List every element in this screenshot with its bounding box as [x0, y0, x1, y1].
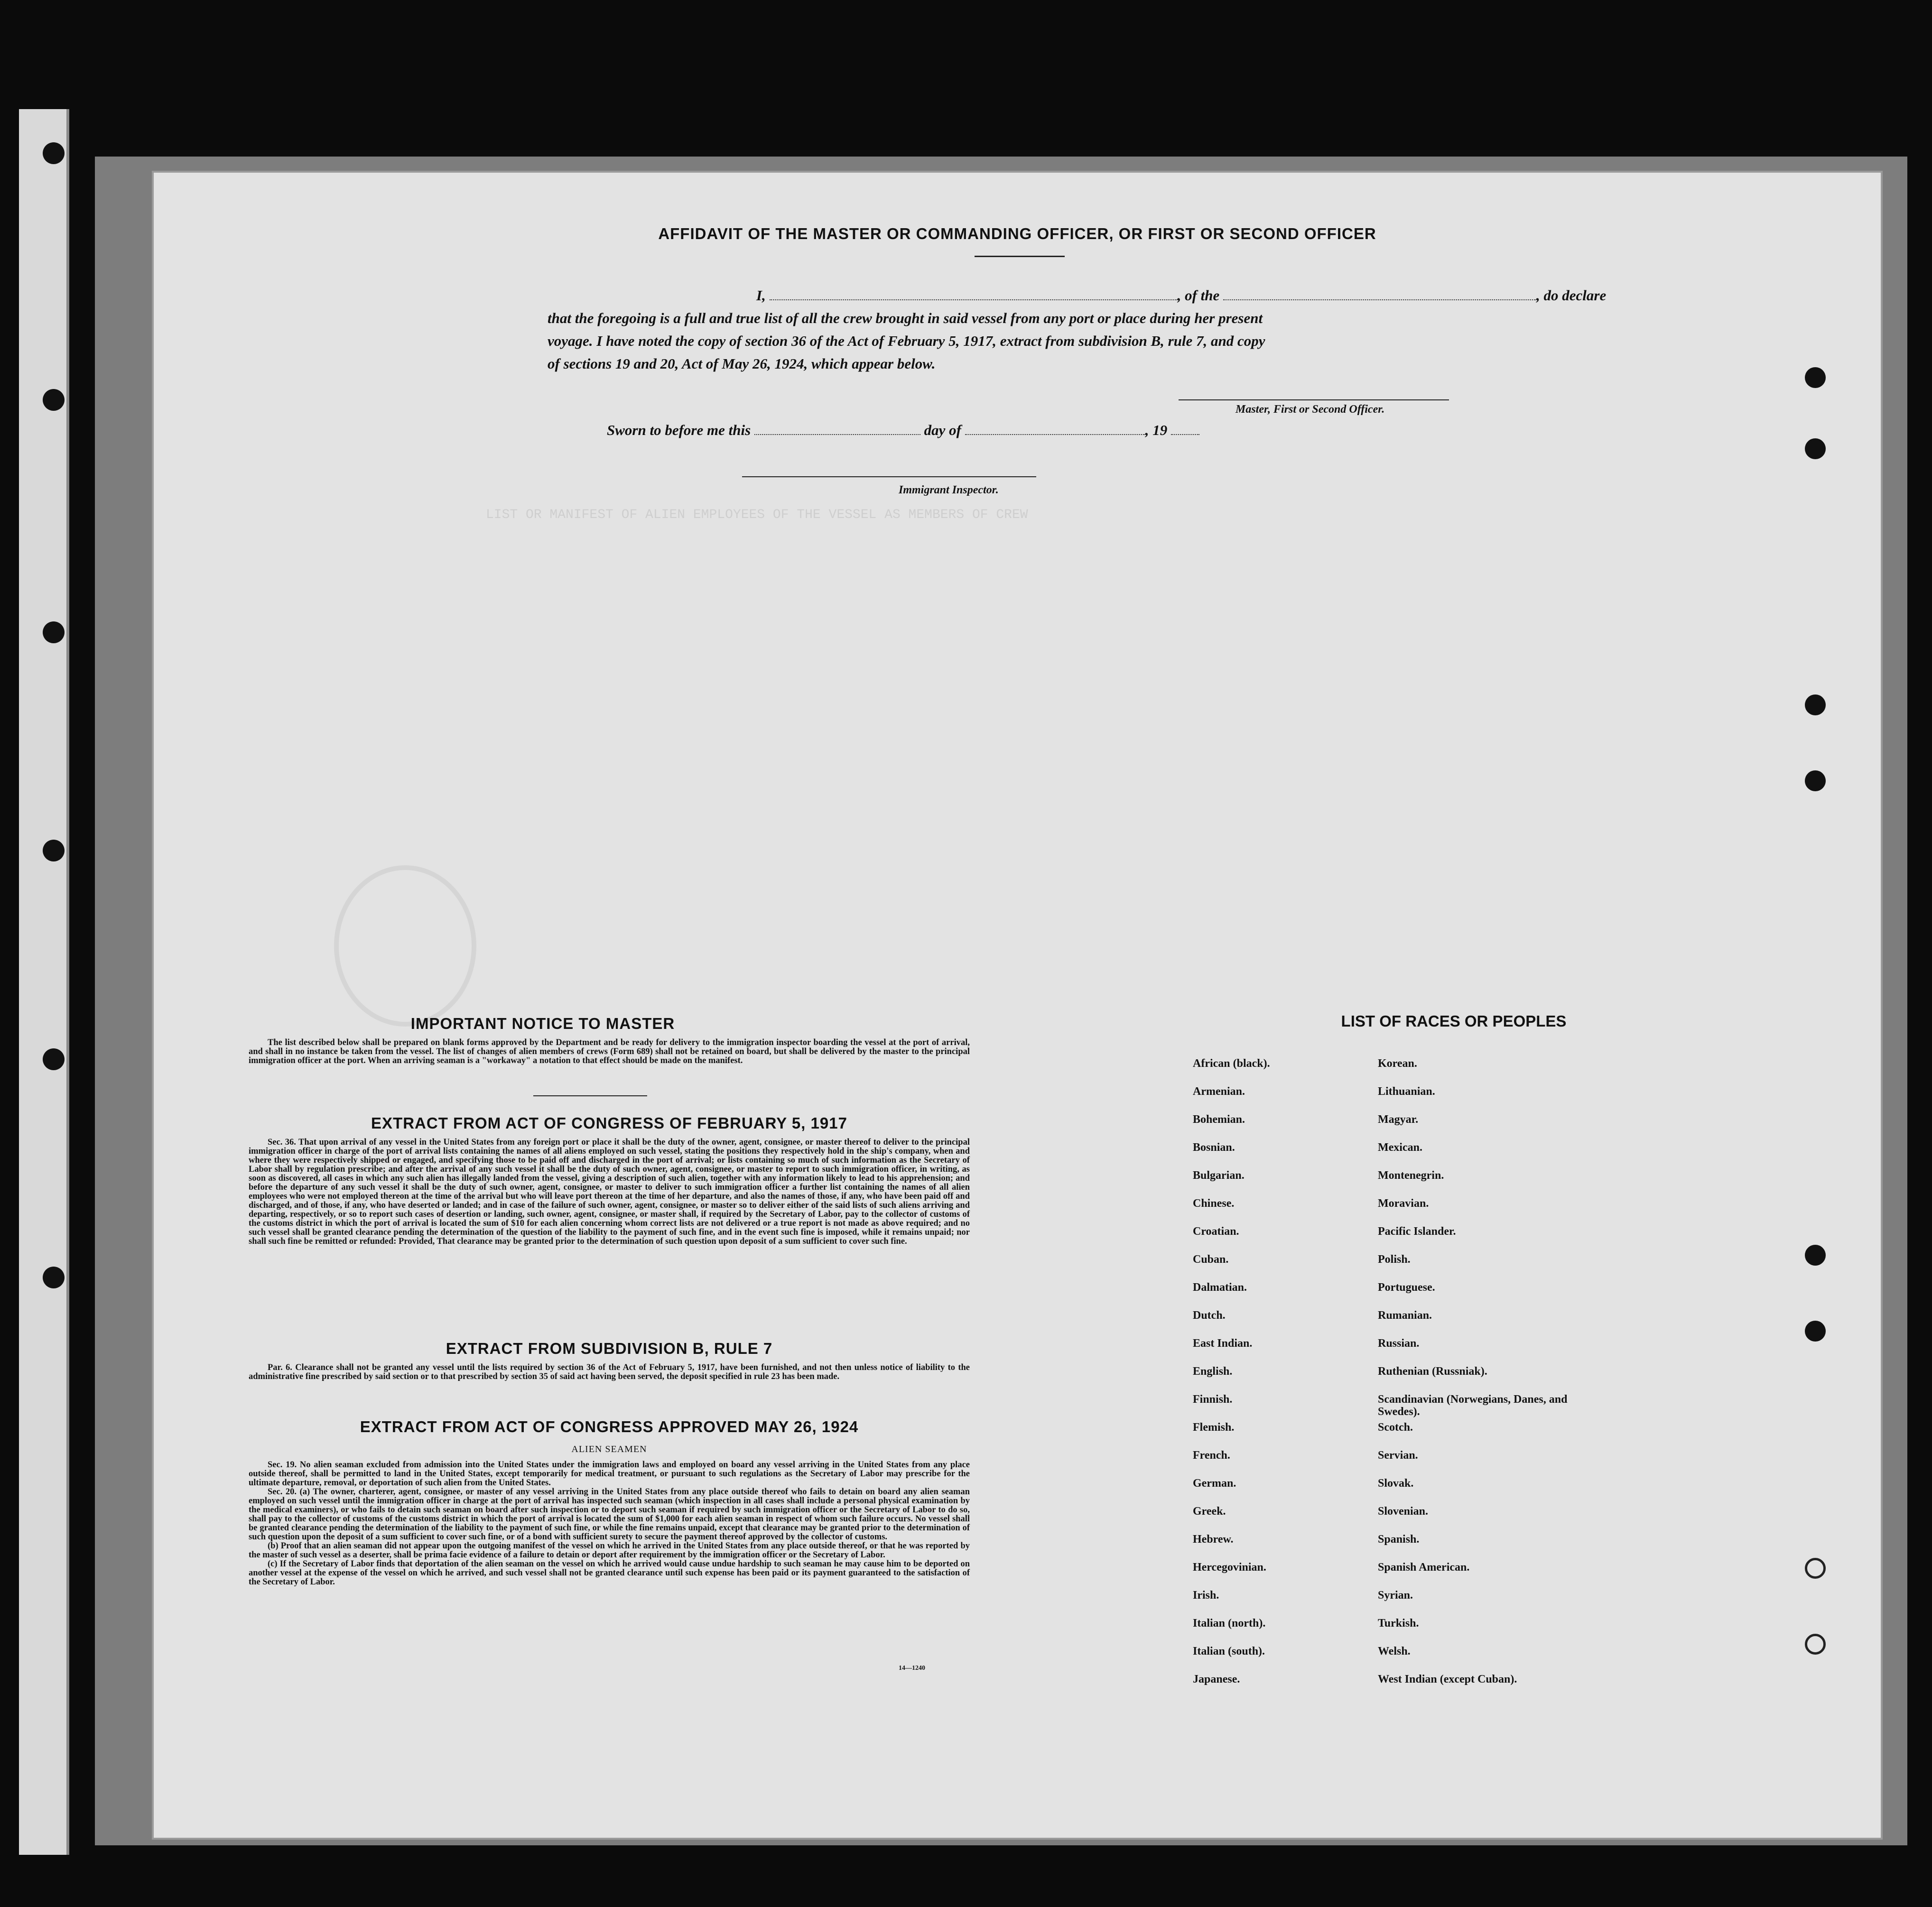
race-item: Italian (south). [1193, 1645, 1265, 1657]
sworn-prefix: Sworn to before me this [607, 422, 751, 438]
notice-rule [533, 1095, 647, 1096]
punch-hole [1805, 694, 1826, 715]
sworn-month-field[interactable] [965, 425, 1145, 435]
binder-hole [43, 1048, 65, 1070]
signature-caption: Master, First or Second Officer. [1235, 403, 1385, 416]
binder-hole [43, 1267, 65, 1288]
race-item: Hebrew. [1193, 1533, 1234, 1546]
race-item: Bosnian. [1193, 1141, 1235, 1154]
affidavit-declare: , do declare [1536, 287, 1607, 304]
race-item: Welsh. [1378, 1645, 1411, 1657]
extract-1924-title: EXTRACT FROM ACT OF CONGRESS APPROVED MAY 26, 1924 [360, 1418, 859, 1435]
rule7-text [249, 1363, 970, 1381]
inspector-caption: Immigrant Inspector. [899, 484, 999, 496]
race-item: Montenegrin. [1378, 1169, 1444, 1182]
inspector-signature-line[interactable] [742, 476, 1036, 477]
master-name-field[interactable] [770, 290, 1178, 300]
race-item: Flemish. [1193, 1421, 1235, 1434]
alien-seamen-subtitle: ALIEN SEAMEN [571, 1444, 647, 1454]
form-code: 14—1240 [899, 1665, 925, 1672]
affidavit-line-2: that the foregoing is a full and true list of all the crew brought in said vessel from any port or place during her present [548, 310, 1263, 326]
rule7-title: EXTRACT FROM SUBDIVISION B, RULE 7 [446, 1340, 773, 1357]
race-item: Bulgarian. [1193, 1169, 1245, 1182]
affidavit-line-3: voyage. I have noted the copy of section 36 of the Act of February 5, 1917, extract from subdivision B, rule 7, and copy [548, 333, 1265, 349]
affidavit-line-1 [548, 284, 1639, 307]
race-item: African (black). [1193, 1057, 1270, 1070]
race-item: Pacific Islander. [1378, 1225, 1456, 1238]
affidavit-title: AFFIDAVIT OF THE MASTER OR COMMANDING OFFICER, OR FIRST OR SECOND OFFICER [658, 225, 1376, 242]
race-item: West Indian (except Cuban). [1378, 1673, 1517, 1685]
race-item: Croatian. [1193, 1225, 1239, 1238]
extract-1917-text [249, 1138, 970, 1246]
race-item: Irish. [1193, 1589, 1219, 1602]
race-item: Italian (north). [1193, 1617, 1266, 1629]
race-item: Finnish. [1193, 1393, 1233, 1406]
race-item: Cuban. [1193, 1253, 1229, 1266]
race-item: Scandinavian (Norwegians, Danes, and Swedes). [1378, 1393, 1568, 1418]
binder-strip [19, 109, 69, 1855]
race-item: Dalmatian. [1193, 1281, 1247, 1294]
punch-hole [1805, 1558, 1826, 1579]
race-item: Servian. [1378, 1449, 1418, 1462]
binder-hole [43, 840, 65, 861]
affidavit-body [548, 284, 1639, 375]
sec-36-paragraph: Sec. 36. That upon arrival of any vessel in the United States from any foreign port or place it shall be the duty of the owner, agent, consignee, or master thereof to deliver to the principal immigration officer in charge of the port of arrival lists containing the names of all aliens employed on such vessel, stating the positions they respectively hold in the ship's company, when and where they were respectively shipped or engaged, and specifying those to be paid off and discharged in the port of arrival; or lists containing so much of such information as the Secretary of Labor shall by regulation prescribe; and after the arrival of any such vessel it shall be the duty of such owner, agent, consignee, or master to report to such immigration officer, in writing, as soon as discovered, all cases in which any such alien has illegally landed from the vessel, giving a description of such alien, together with any information likely to lead to his apprehension; and before the departure of any such vessel it shall be the duty of such owner, agent, consignee, or master to deliver to such immigration officer a further list containing the names of all alien employees who were not employed thereon at the time of the arrival but who will leave port thereon at the time of her departure, and also the names of those, if any, who have been paid off and discharged, and of those, if any, who have deserted or landed; and in case of the failure of such owner, agent, consignee, or master so to deliver either of the said lists of such aliens arriving and departing, respectively, or so to report such cases of desertion or landing, such owner, agent, consignee, or master shall, if required by the Secretary of Labor, pay to the collector of customs of the customs district in which the port of arrival is located the sum of $10 for each alien concerning whom correct lists are not delivered or a true report is not made as above required; and no such vessel shall be granted clearance pending the determination of the question of the liability to the payment of such fine, and in the event such fine is imposed, while it remains unpaid; nor shall such fine be remitted or refunded: Provided, That clearance may be granted prior to the determination of such question upon deposit of a sum sufficient to cover such fine. [249, 1138, 970, 1246]
signature-line[interactable] [1179, 399, 1449, 400]
race-item: Greek. [1193, 1505, 1226, 1518]
sec-19-paragraph: Sec. 19. No alien seaman excluded from admission into the United States under the immigration laws and employed on board any vessel arriving in the United States from any place outside thereof, shall be permitted to land in the United States, except temporarily for medical treatment, or pursuant to such regulations as the Secretary of Labor may prescribe for the ultimate departure, removal, or deportation of such alien from the United States. [249, 1460, 970, 1488]
race-item: Slovenian. [1378, 1505, 1429, 1518]
race-item: Dutch. [1193, 1309, 1226, 1322]
race-item: Mexican. [1378, 1141, 1422, 1154]
race-item: Slovak. [1378, 1477, 1414, 1490]
bleed-through-text: LIST OR MANIFEST OF ALIEN EMPLOYEES OF THE VESSEL AS MEMBERS OF CREW [486, 508, 1028, 522]
race-item: German. [1193, 1477, 1236, 1490]
race-item: Polish. [1378, 1253, 1411, 1266]
sworn-year-label: , 19 [1145, 422, 1168, 438]
race-item: Magyar. [1378, 1113, 1419, 1126]
notice-text [249, 1038, 970, 1065]
punch-hole [1805, 770, 1826, 791]
races-right-column [1378, 1057, 1577, 1701]
affidavit-i: I, [756, 287, 766, 304]
race-item: Lithuanian. [1378, 1085, 1435, 1098]
races-title: LIST OF RACES OR PEOPLES [1341, 1012, 1567, 1030]
race-item: Hercegovinian. [1193, 1561, 1266, 1574]
binder-hole [43, 142, 65, 164]
race-item: Spanish American. [1378, 1561, 1470, 1574]
sworn-day-field[interactable] [754, 425, 920, 435]
sec-20a-paragraph: Sec. 20. (a) The owner, charterer, agent, consignee, or master of any vessel arriving in the United States from any place outside thereof who fails to detain on board any alien seaman employed on such vessel until the immigration officer in charge at the port of arrival has inspected such seaman (which inspection in all cases shall include a personal physical examination by the medical examiners), or who fails to detain such seaman on board after such inspection or to deport such seaman if required by such immigration officer or the Secretary of Labor to do so, shall pay to the collector of customs of the customs district in which the port of arrival is located the sum of $1,000 for each alien seaman in respect of whom such failure occurs. No vessel shall be granted clearance pending the determination of the liability to the payment of such fine, or while the fine remains unpaid, except that clearance may be granted prior to the determination of such question upon the deposit of a sum sufficient to cover such fine, or of a bond with sufficient surety to secure the payment thereof approved by the collector of customs. [249, 1487, 970, 1542]
binder-hole [43, 621, 65, 643]
race-item: Russian. [1378, 1337, 1420, 1350]
sworn-day-label: day of [924, 422, 961, 438]
sworn-year-field[interactable] [1171, 425, 1199, 435]
punch-hole [1805, 1634, 1826, 1655]
extract-1924-text [249, 1461, 970, 1587]
title-rule [975, 256, 1065, 257]
affidavit-of: , of the [1177, 287, 1220, 304]
race-item: Turkish. [1378, 1617, 1419, 1629]
vessel-name-field[interactable] [1223, 290, 1536, 300]
sworn-line [607, 422, 1271, 439]
race-item: East Indian. [1193, 1337, 1253, 1350]
punch-hole [1805, 367, 1826, 388]
document-page [152, 171, 1883, 1840]
race-item: French. [1193, 1449, 1230, 1462]
faded-stamp [334, 865, 476, 1027]
punch-hole [1805, 1245, 1826, 1266]
race-item: Portuguese. [1378, 1281, 1435, 1294]
notice-paragraph: The list described below shall be prepared on blank forms approved by the Department and be ready for delivery to the immigration inspector boarding the vessel at the port of arrival, and shall in no instance be taken from the vessel. The list of changes of alien members of crews (Form 689) shall not be retained on board, but shall be delivered by the master to the principal immigration officer at the port. When an arriving seaman is a "workaway" a notation to that effect should be made on the manifest. [249, 1038, 970, 1065]
race-item: Rumanian. [1378, 1309, 1432, 1322]
race-item: Ruthenian (Russniak). [1378, 1365, 1487, 1378]
binder-hole [43, 389, 65, 411]
par-6-paragraph: Par. 6. Clearance shall not be granted any vessel until the lists required by section 36 of the Act of February 5, 1917, have been furnished, and not then unless notice of liability to the administrative fine prescribed by said section or to that prescribed by section 35 of said act having been served, the deposit specified in rule 23 has been made. [249, 1363, 970, 1381]
race-item: Armenian. [1193, 1085, 1245, 1098]
race-item: Moravian. [1378, 1197, 1429, 1210]
race-item: English. [1193, 1365, 1233, 1378]
race-item: Chinese. [1193, 1197, 1235, 1210]
punch-hole [1805, 1321, 1826, 1342]
race-item: Syrian. [1378, 1589, 1413, 1602]
extract-1917-title: EXTRACT FROM ACT OF CONGRESS OF FEBRUARY 5, 1917 [371, 1114, 847, 1132]
notice-title: IMPORTANT NOTICE TO MASTER [410, 1015, 675, 1032]
sec-20c-paragraph: (c) If the Secretary of Labor finds that deportation of the alien seaman on the vessel on which he arrived would cause undue hardship to such seaman he may cause him to be deported on another vessel at the expense of the vessel on which he arrived, and such vessel shall not be granted clearance until such expense has been paid or its payment guaranteed to the satisfaction of the Secretary of Labor. [249, 1559, 970, 1587]
race-item: Spanish. [1378, 1533, 1420, 1546]
race-item: Japanese. [1193, 1673, 1240, 1685]
sec-20b-paragraph: (b) Proof that an alien seaman did not appear upon the outgoing manifest of the vessel on which he arrived in the United States from any place outside thereof, or that he was reported by the master of such vessel as a deserter, shall be prima facie evidence of a failure to detain or deport after requirement by the immigration officer or the Secretary of Labor. [249, 1541, 970, 1560]
race-item: Korean. [1378, 1057, 1417, 1070]
races-left-column [1193, 1057, 1349, 1701]
race-item: Bohemian. [1193, 1113, 1245, 1126]
race-item: Scotch. [1378, 1421, 1413, 1434]
affidavit-line-4: of sections 19 and 20, Act of May 26, 1924, which appear below. [548, 355, 936, 372]
punch-hole [1805, 438, 1826, 459]
